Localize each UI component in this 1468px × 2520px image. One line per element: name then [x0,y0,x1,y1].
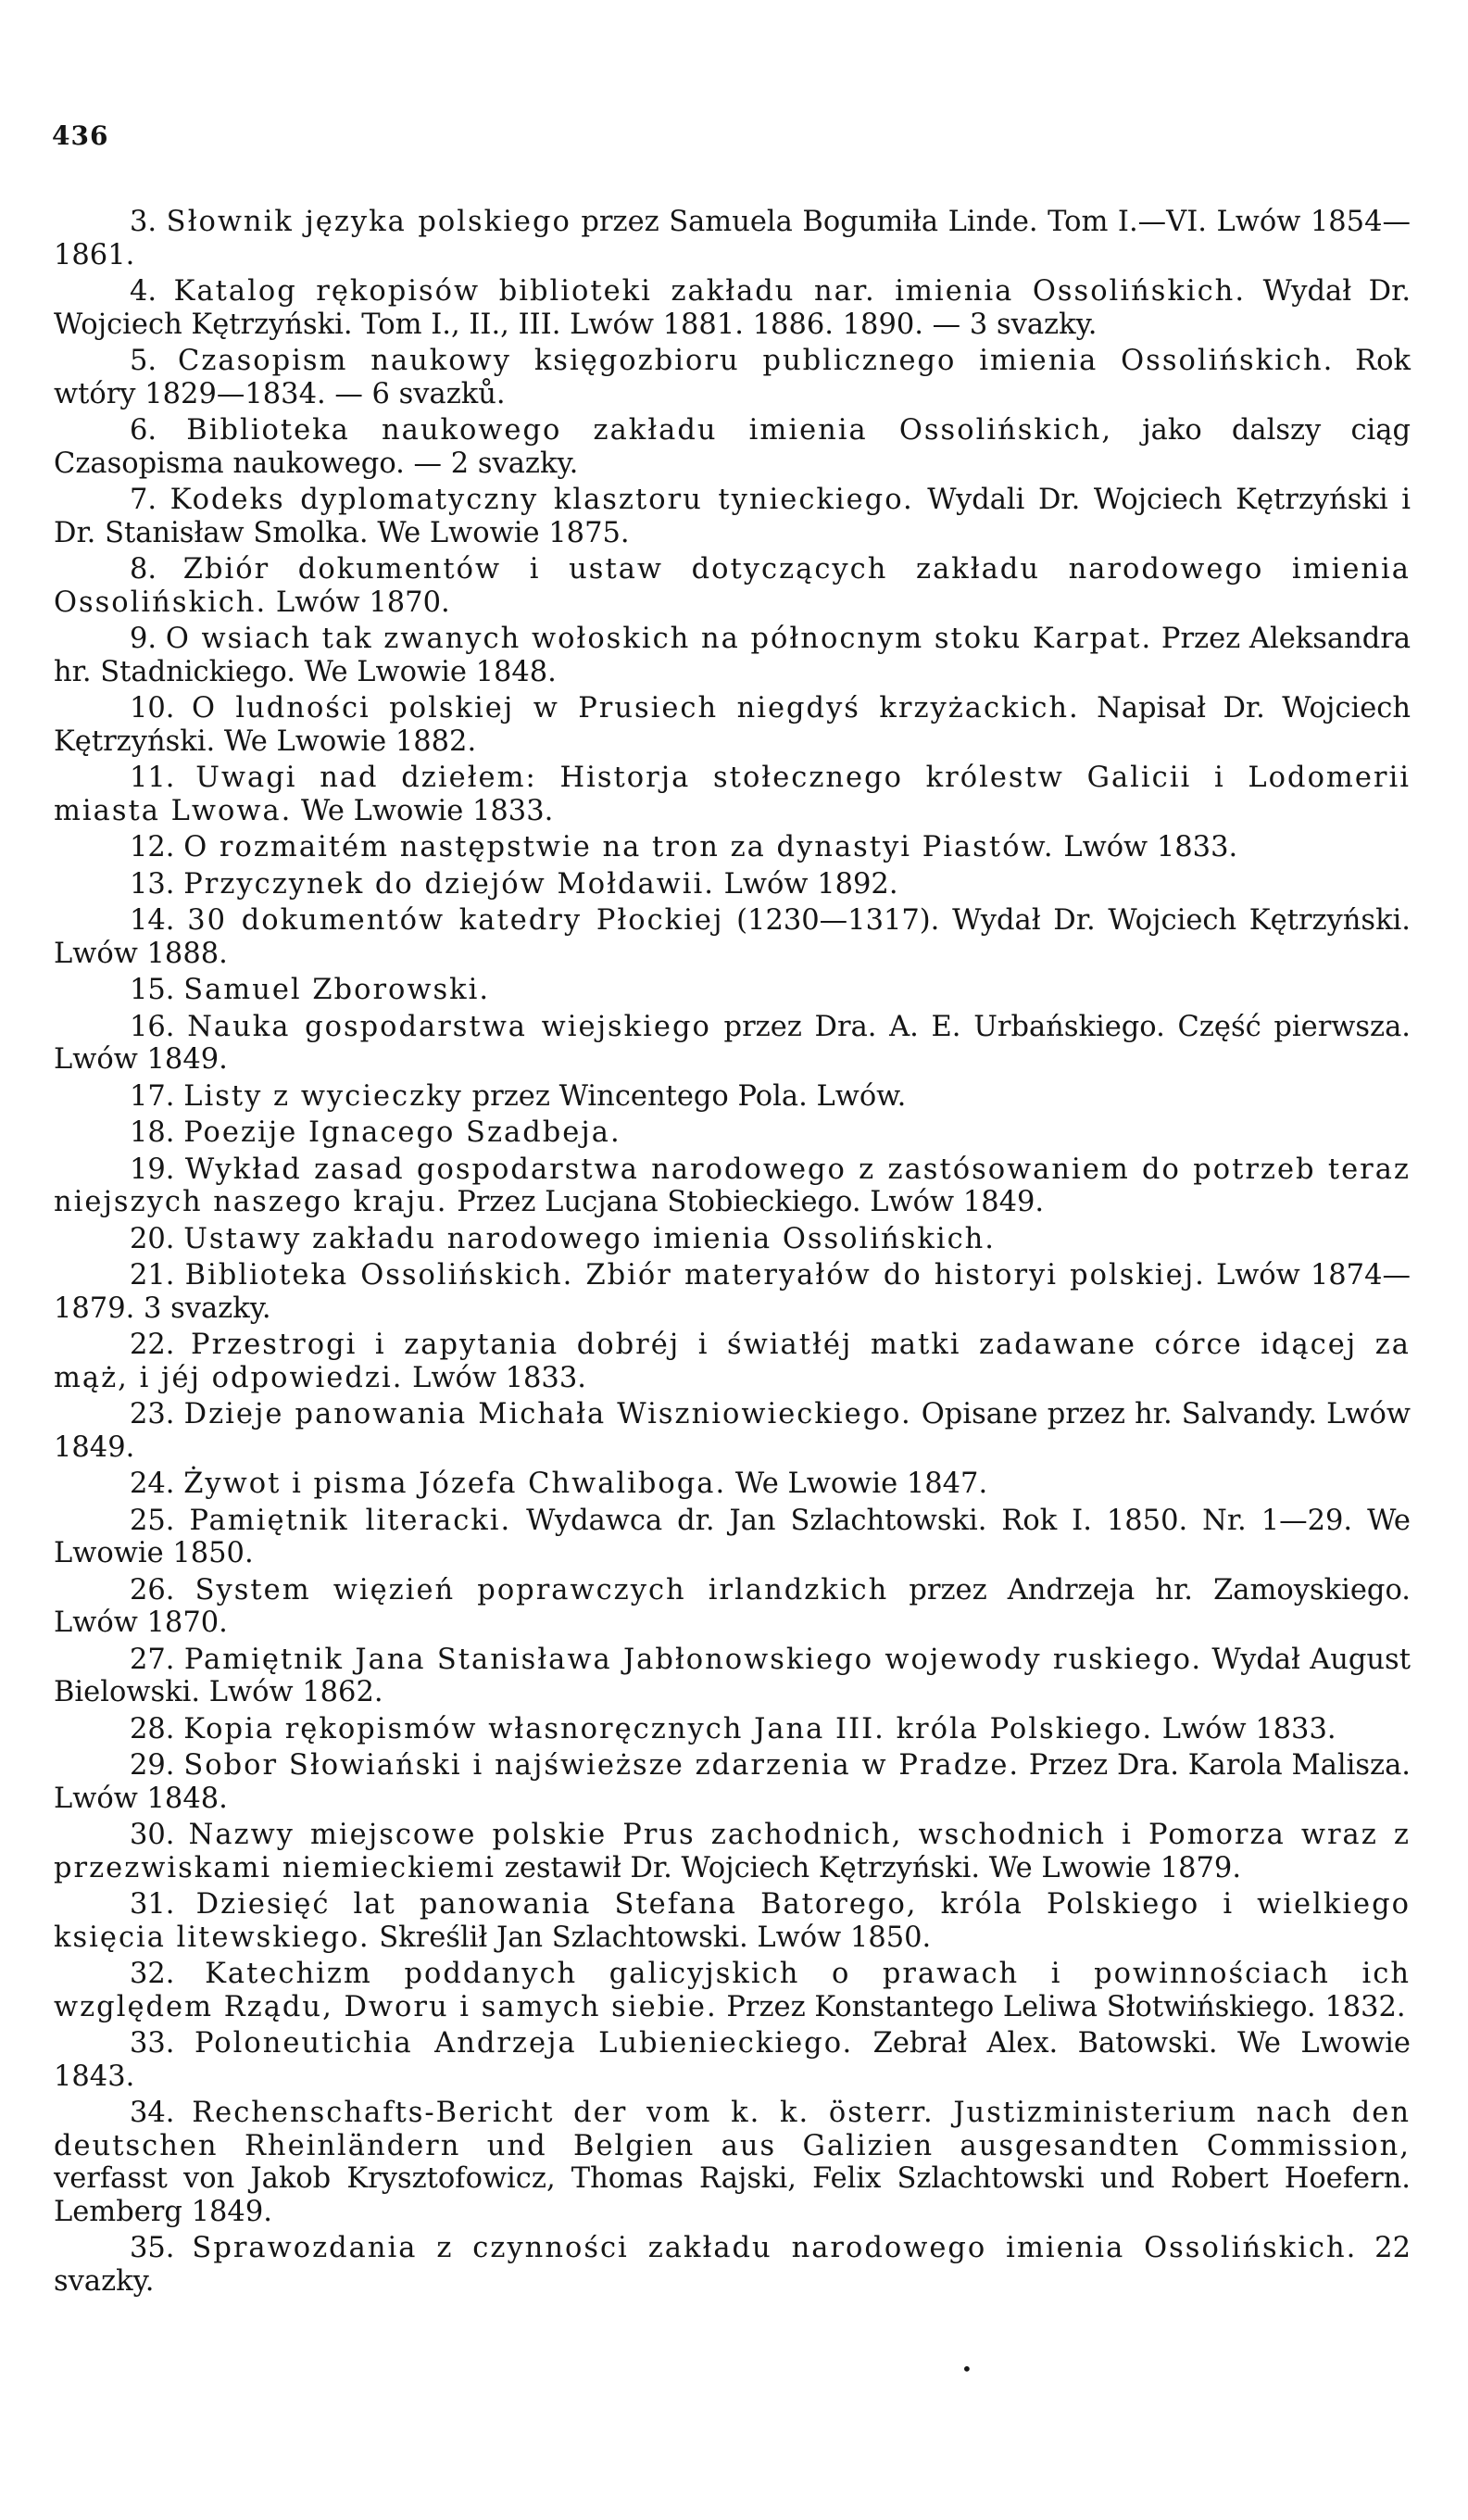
entry-details: Lwów 1833. [1153,1712,1336,1745]
entry-title: Zbiór dokumentów i ustaw dotyczących zakładu narodowego imienia Ossolińskich. [54,553,1411,619]
bibliography-entry [54,762,1411,827]
bibliography-entry [54,2027,1411,2093]
entry-title: Poezije Ignacego Szadbeja. [183,1116,621,1149]
bibliography-entry [54,1505,1411,1570]
entry-title: Sprawozdania z czynności zakładu narodowego imienia Ossolińskich. [192,2232,1358,2264]
bibliography-entry [54,831,1411,864]
entry-number: 32. [130,1958,175,1990]
entry-details: Przez Lucjana Stobieckiego. Lwów 1849. [447,1186,1045,1218]
entry-title: Pamiętnik Jana Stanisława Jabłonowskiego wojewody ruskiego. [183,1643,1203,1676]
bibliography-entry [54,1749,1411,1815]
entry-title: Sobor Słowiański i najświeższe zdarzenia w Pradze. [183,1749,1021,1782]
entry-number: 24. [130,1468,175,1500]
entry-details: We Lwowie 1847. [726,1468,988,1500]
entry-number: 21. [130,1259,175,1292]
entry-details: przez Wincentego Pola. Lwów. [462,1079,907,1113]
entry-details: We Lwowie 1833. [292,794,554,827]
entry-number: 8. [130,553,157,586]
entry-details: 22 svazky. [54,2232,1411,2298]
entry-details: Rok wtóry 1829—1834. — 6 svazků. [54,345,1411,410]
entry-title: Wykład zasad gospodarstwa narodowego z zastósowaniem do potrzeb teraz niejszych naszego kraju. [54,1153,1411,1218]
entry-number: 15. [130,974,175,1006]
bibliography-entry [54,974,1411,1007]
entry-number: 12. [130,831,175,863]
bibliography-list [54,206,1411,2301]
bibliography-entry [54,345,1411,410]
entry-title: 30 dokumentów katedry Płockiej [187,904,724,937]
bibliography-entry [54,1644,1411,1709]
entry-title: Rechenschafts-Bericht der vom k. k. österr. Justizministerium nach den deutschen Rheinländern und Belgien aus Galizien ausgesandten Commission, [54,2097,1411,2162]
entry-number: 11. [130,762,175,794]
entry-title: Nazwy miejscowe polskie Prus zachodnich, wschodnich i Pomorza wraz z przezwiskami niemieckiemi [54,1819,1411,1884]
entry-title: Uwagi nad dziełem: Historja stołecznego królestw Galicii i Lodomerii miasta Lwowa. [54,762,1411,827]
entry-title: Kodeks dyplomatyczny klasztoru tynieckiego. [169,484,914,516]
entry-title: Przestrogi i zapytania dobréj i światłéj matki zadawane córce idącej za mąż, i jéj odpowiedzi. [54,1329,1411,1394]
entry-number: 6. [130,414,157,447]
entry-number: 22. [130,1329,175,1361]
entry-details: Wydał August Bielowski. Lwów 1862. [54,1643,1411,1708]
entry-details: Lwów 1874—1879. 3 svazky. [54,1259,1411,1325]
entry-number: 16. [130,1010,175,1043]
bibliography-entry [54,1011,1411,1077]
entry-title: Kopia rękopismów własnoręcznych Jana III. króla Polskiego. [183,1712,1154,1745]
entry-details: verfasst von Jakob Krysztofowicz, Thomas Rajski, Felix Szlachtowski und Robert Hoefern. Lemberg 1849. [54,2162,1411,2228]
bibliography-entry [54,1819,1411,1884]
bibliography-entry [54,1223,1411,1256]
entry-title: Biblioteka naukowego zakładu imienia Ossolińskich, [186,414,1113,447]
entry-title: O rozmaitém następstwie na tron za dynastyi Piastów. [183,831,1055,863]
entry-details: przez Samuela Bogumiła Linde. Tom I.—VI. Lwów 1854—1861. [54,206,1411,271]
entry-title: Nauka gospodarstwa wiejskiego [187,1010,711,1043]
entry-number: 20. [130,1222,175,1255]
bibliography-entry [54,1574,1411,1640]
entry-title: O wsiach tak zwanych wołoskich na północnym stoku Karpat. [165,623,1153,655]
entry-number: 13. [130,867,175,901]
entry-number: 28. [130,1712,175,1745]
entry-details: przez Dra. A. E. Urbańskiego. Część pierwsza. Lwów 1849. [54,1010,1411,1076]
entry-title: Ustawy zakładu narodowego imienia Ossolińskich. [183,1222,997,1255]
bibliography-entry [54,1888,1411,1954]
entry-title: Katalog rękopisów biblioteki zakładu nar. imienia Ossolińskich. [173,275,1247,308]
bibliography-entry [54,553,1411,619]
bibliography-entry [54,275,1411,341]
bibliography-entry [54,484,1411,549]
bibliography-entry [54,904,1411,970]
entry-details: Skreślił Jan Szlachtowski. Lwów 1850. [370,1921,932,1954]
footer-mark: • [961,2358,972,2380]
entry-title: Pamiętnik literacki. [189,1504,512,1537]
entry-number: 33. [130,2027,175,2060]
entry-number: 30. [130,1819,175,1851]
entry-title: Biblioteka Ossolińskich. Zbiór materyałów do historyi polskiej. [184,1259,1206,1292]
entry-number: 34. [130,2097,175,2129]
entry-details: Opisane przez hr. Salvandy. Lwów 1849. [54,1398,1411,1464]
entry-details: Przez Aleksandra hr. Stadnickiego. We Lwowie 1848. [54,623,1412,688]
entry-details: Lwów 1833. [403,1361,586,1394]
entry-details: zestawił Dr. Wojciech Kętrzyński. We Lwowie 1879. [496,1851,1242,1884]
bibliography-entry [54,1713,1411,1746]
entry-title: Słownik języka polskiego [166,206,571,238]
bibliography-entry [54,1116,1411,1150]
entry-details: Wydał Dr. Wojciech Kętrzyński. Tom I., II., III. Lwów 1881. 1886. 1890. — 3 svazky. [54,275,1412,341]
entry-title: Katechizm poddanych galicyjskich o prawach i powinnościach ich względem Rządu, Dworu i samych siebie. [54,1958,1411,2023]
bibliography-entry [54,1080,1411,1114]
entry-details: Wydawca dr. Jan Szlachtowski. Rok I. 1850. Nr. 1—29. We Lwowie 1850. [54,1504,1411,1569]
entry-number: 25. [130,1504,175,1537]
entry-number: 29. [130,1749,175,1782]
entry-number: 18. [130,1116,175,1149]
entry-details: Lwów 1892. [714,867,898,901]
entry-title: Przyczynek do dziejów Mołdawii. [183,867,715,901]
entry-number: 31. [130,1888,175,1921]
entry-title: Listy z wycieczky [183,1079,463,1113]
entry-number: 35. [130,2232,175,2264]
entry-number: 5. [130,345,157,377]
entry-details: Lwów 1870. [267,586,450,619]
entry-number: 9. [130,623,157,655]
bibliography-entry [54,692,1411,758]
entry-details: Zebrał Alex. Batowski. We Lwowie 1843. [54,2027,1411,2093]
bibliography-entry [54,2097,1411,2228]
entry-number: 26. [130,1573,175,1606]
page-number: 436 [52,120,109,151]
entry-title: Dzieje panowania Michała Wiszniowieckiego. [183,1398,912,1430]
entry-title: Poloneutichia Andrzeja Lubienieckiego. [194,2027,854,2060]
bibliography-entry [54,1468,1411,1501]
bibliography-entry [54,623,1411,688]
bibliography-entry [54,206,1411,271]
entry-number: 19. [130,1153,175,1186]
bibliography-entry [54,1259,1411,1325]
entry-title: Dziesięć lat panowania Stefana Batorego, króla Polskiego i wielkiego księcia litewskiego. [54,1888,1411,1954]
entry-details: przez Andrzeja hr. Zamoyskiego. Lwów 1870. [54,1573,1411,1639]
entry-title: Samuel Zborowski. [183,974,491,1006]
bibliography-entry [54,1958,1411,2023]
entry-number: 14. [130,904,175,937]
entry-title: System więzień poprawczych irlandzkich [194,1573,889,1606]
bibliography-entry [54,2232,1411,2298]
entry-number: 27. [130,1643,175,1676]
entry-details: Lwów 1833. [1054,831,1238,863]
bibliography-entry [54,868,1411,901]
entry-number: 7. [130,484,157,516]
entry-number: 17. [130,1079,175,1113]
entry-number: 4. [130,275,157,308]
entry-details: Wydali Dr. Wojciech Kętrzyński i Dr. Stanisław Smolka. We Lwowie 1875. [54,484,1411,549]
entry-title: O ludności polskiej w Prusiech niegdyś krzyżackich. [191,692,1080,724]
bibliography-entry [54,414,1411,480]
entry-number: 23. [130,1398,175,1430]
entry-title: Żywot i pisma Józefa Chwaliboga. [183,1468,727,1500]
entry-details: (1230—1317). Wydał Dr. Wojciech Kętrzyński. Lwów 1888. [54,904,1411,970]
entry-details: Przez Dra. Karola Malisza. Lwów 1848. [54,1749,1411,1815]
bibliography-entry [54,1398,1411,1464]
entry-details: Napisał Dr. Wojciech Kętrzyński. We Lwowie 1882. [54,692,1411,758]
bibliography-entry [54,1329,1411,1394]
entry-number: 10. [130,692,175,724]
entry-details: Przez Konstantego Leliwa Słotwińskiego. 1832. [717,1990,1406,2023]
entry-number: 3. [130,206,157,238]
entry-details: jako dalszy ciąg Czasopisma naukowego. — 2 svazky. [54,414,1411,480]
bibliography-entry [54,1153,1411,1219]
entry-title: Czasopism naukowy księgozbioru publicznego imienia Ossolińskich. [177,345,1335,377]
